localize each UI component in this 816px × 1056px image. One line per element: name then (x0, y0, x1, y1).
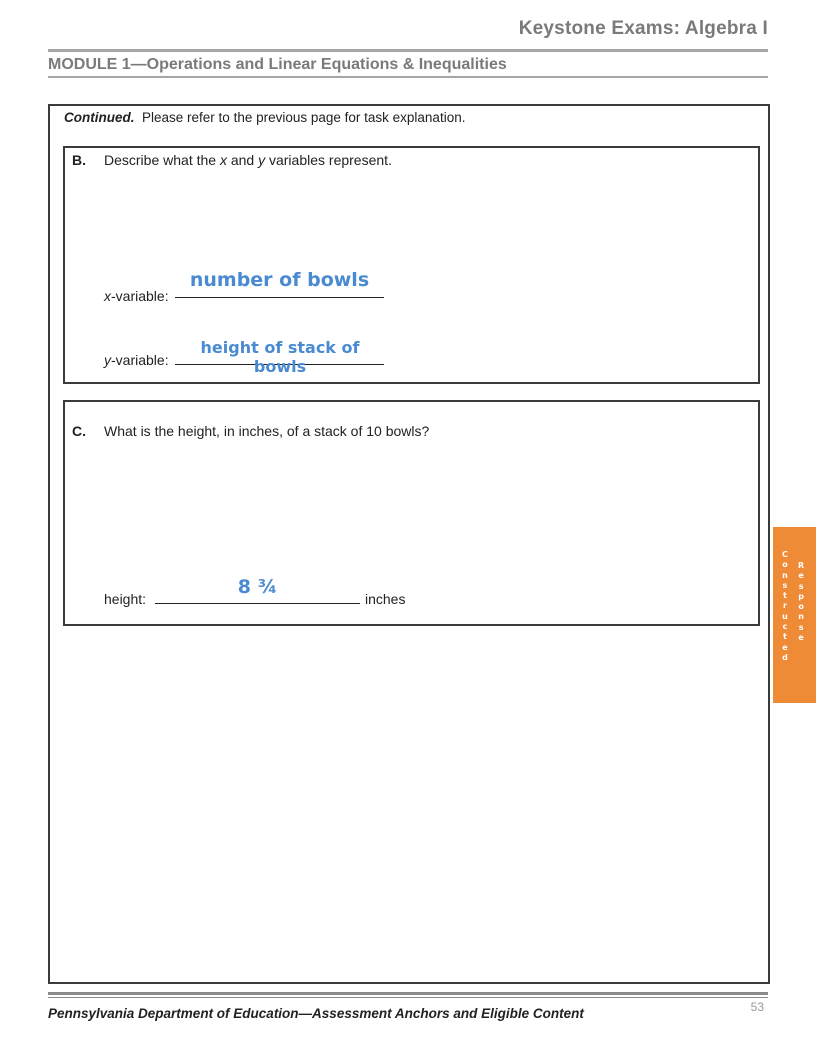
y-variable-label: y-variable: (104, 352, 169, 368)
footer-text: Pennsylvania Department of Education—Assessment Anchors and Eligible Content (48, 1006, 584, 1021)
tab-letter: r (782, 601, 787, 611)
constructed-response-tab (773, 527, 816, 703)
continued-lead: Continued. (64, 110, 135, 125)
tab-letter: n (798, 612, 804, 622)
height-blank[interactable] (155, 603, 360, 604)
y-variable-answer: height of stack of bowls (200, 338, 360, 376)
tab-letter: s (798, 622, 804, 632)
tab-letter: e (798, 633, 804, 643)
x-symbol: x (219, 152, 227, 168)
header-rule (48, 49, 768, 52)
x-variable-answer: number of bowls (189, 269, 370, 291)
height-answer: 8 ¾ (237, 576, 278, 598)
height-unit: inches (365, 591, 406, 607)
module-rule (48, 76, 768, 78)
part-b-question: Describe what the x and y variables represent. (104, 152, 392, 168)
tab-letter: e (798, 571, 804, 581)
tab-letter: u (782, 611, 788, 621)
page-number: 53 (750, 1000, 764, 1014)
part-b-box (63, 146, 760, 384)
x-variable-blank[interactable] (175, 297, 384, 298)
footer-rule-thin (48, 997, 768, 998)
tab-letter: t (783, 632, 787, 642)
header-title: Keystone Exams: Algebra I (518, 18, 768, 39)
tab-letter: o (782, 560, 788, 570)
footer-rule (48, 992, 768, 995)
tab-letter: s (782, 580, 788, 590)
tab-letter: e (782, 642, 788, 652)
part-c-question: What is the height, in inches, of a stack of 10 bowls? (104, 423, 430, 439)
tab-letter: d (782, 652, 788, 662)
y-symbol: y (258, 152, 266, 168)
tab-letter: n (782, 570, 788, 580)
height-label: height: (104, 591, 147, 607)
tab-letter: C (782, 550, 788, 559)
part-c-letter: C. (72, 423, 86, 439)
part-b-letter: B. (72, 152, 86, 168)
tab-letter: s (798, 581, 804, 591)
tab-word-constructed (782, 550, 788, 663)
tab-letter: o (798, 602, 804, 612)
tab-word-response (798, 561, 804, 643)
tab-letter: p (798, 591, 804, 601)
tab-letter: c (782, 622, 788, 632)
tab-letter: R (798, 561, 805, 570)
continued-note (64, 110, 465, 125)
continued-text: Please refer to the previous page for task explanation. (142, 110, 466, 125)
x-variable-label: x-variable: (104, 288, 169, 304)
module-title: MODULE 1—Operations and Linear Equations & Inequalities (48, 56, 507, 73)
tab-letter: t (783, 591, 787, 601)
